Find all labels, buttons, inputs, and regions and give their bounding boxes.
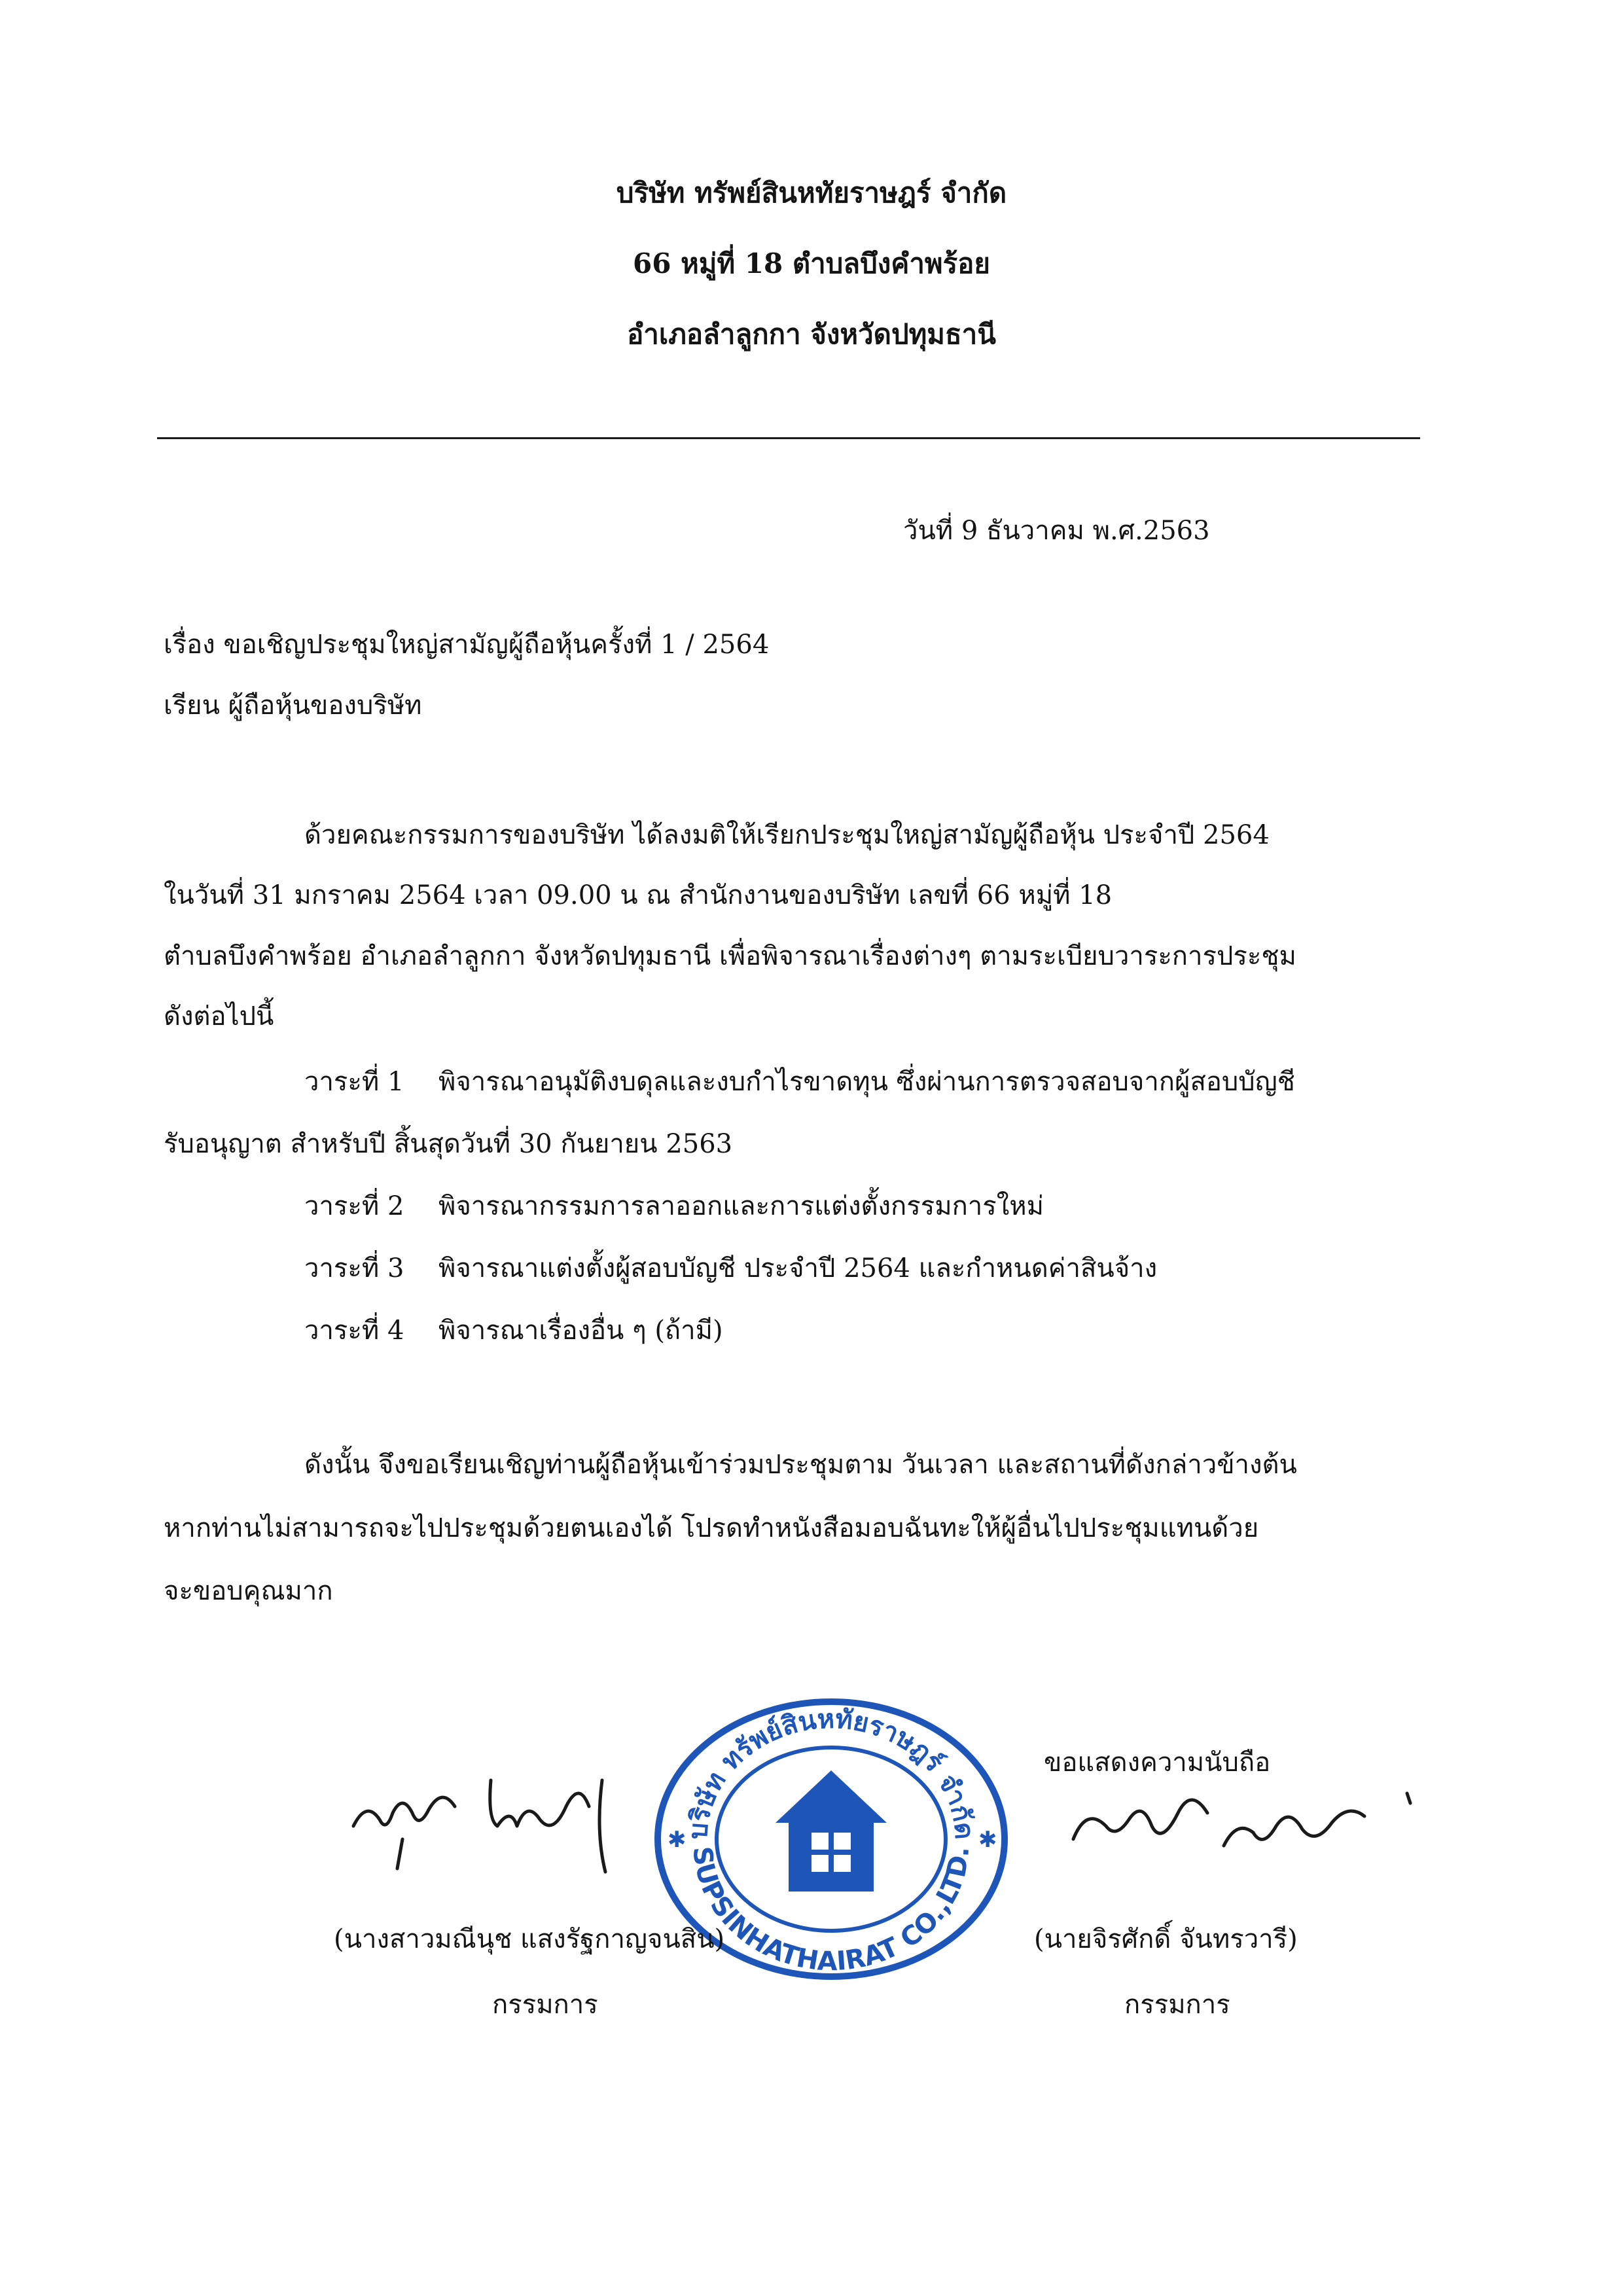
signatory-left-role: กรรมการ [492, 1990, 598, 2020]
closing-line-2: หากท่านไม่สามารถจะไปประชุมด้วยตนเองได้ โปรดทำหนังสือมอบฉันทะให้ผู้อื่นไปประชุมแทนด้วย [164, 1513, 1259, 1543]
agenda-item-1-continued: รับอนุญาต สำหรับปี สิ้นสุดวันที่ 30 กันยายน 2563 [164, 1129, 733, 1159]
intro-line-3: ตำบลบึงคำพร้อย อำเภอลำลูกกา จังหวัดปทุมธานี เพื่อพิจารณาเรื่องต่างๆ ตามระเบียบวาระการประชุม [164, 941, 1296, 971]
intro-line-1: ด้วยคณะกรรมการของบริษัท ได้ลงมติให้เรียกประชุมใหญ่สามัญผู้ถือหุ้น ประจำปี 2564 [304, 820, 1270, 850]
agenda-item-1-number: วาระที่ 1 [304, 1067, 404, 1097]
agenda-item-4-number: วาระที่ 4 [304, 1316, 404, 1346]
seal-star-left-icon: ✱ [668, 1827, 687, 1853]
agenda-item-2-number: วาระที่ 2 [304, 1191, 404, 1221]
seal-star-right-icon: ✱ [978, 1827, 997, 1853]
header-divider [157, 437, 1420, 439]
agenda-item-4-text: พิจารณาเรื่องอื่น ๆ (ถ้ามี) [438, 1316, 723, 1346]
signatory-right-name: (นายจิรศักดิ์ จันทรวารี) [1034, 1924, 1298, 1954]
signatory-right-role: กรรมการ [1124, 1990, 1230, 2020]
closing-regards: ขอแสดงความนับถือ [1044, 1748, 1271, 1778]
agenda-item-3-text: พิจารณาแต่งตั้งผู้สอบบัญชี ประจำปี 2564 และกำหนดค่าสินจ้าง [438, 1253, 1158, 1283]
signature-right [1060, 1780, 1427, 1885]
seal-top-text: บริษัท ทรัพย์สินหทัยราษฎร์ จำกัด [683, 1704, 980, 1840]
company-address-line-1: 66 หมู่ที่ 18 ตำบลบึงคำพร้อย [633, 247, 990, 279]
signature-left [340, 1741, 681, 1885]
intro-line-4: ดังต่อไปนี้ [164, 1001, 274, 1031]
company-name: บริษัท ทรัพย์สินหทัยราษฎร์ จำกัด [616, 177, 1007, 209]
house-icon [776, 1770, 887, 1892]
closing-line-3: จะขอบคุณมาก [164, 1576, 333, 1606]
letter-subject: เรื่อง ขอเชิญประชุมใหญ่สามัญผู้ถือหุ้นครั้งที่ 1 / 2564 [164, 630, 770, 660]
agenda-item-2-text: พิจารณากรรมการลาออกและการแต่งตั้งกรรมการใหม่ [438, 1191, 1044, 1221]
intro-line-2: ในวันที่ 31 มกราคม 2564 เวลา 09.00 น ณ สำนักงานของบริษัท เลขที่ 66 หมู่ที่ 18 [164, 880, 1113, 910]
agenda-item-3-number: วาระที่ 3 [304, 1253, 404, 1283]
seal-bottom-text: SUPSINHATHAIRAT CO.,LTD. [687, 1845, 976, 1977]
letter-recipient: เรียน ผู้ถือหุ้นของบริษัท [164, 691, 422, 721]
agenda-item-1-text: พิจารณาอนุมัติงบดุลและงบกำไรขาดทุน ซึ่งผ่านการตรวจสอบจากผู้สอบบัญชี [438, 1067, 1295, 1097]
company-address-line-2: อำเภอลำลูกกา จังหวัดปทุมธานี [627, 318, 996, 350]
closing-line-1: ดังนั้น จึงขอเรียนเชิญท่านผู้ถือหุ้นเข้าร่วมประชุมตาม วันเวลา และสถานที่ดังกล่าวข้างต้น [304, 1450, 1297, 1480]
signatory-left-name: (นางสาวมณีนุช แสงรัฐกาญจนสิน) [334, 1924, 725, 1954]
letter-date: วันที่ 9 ธันวาคม พ.ศ.2563 [903, 516, 1210, 546]
